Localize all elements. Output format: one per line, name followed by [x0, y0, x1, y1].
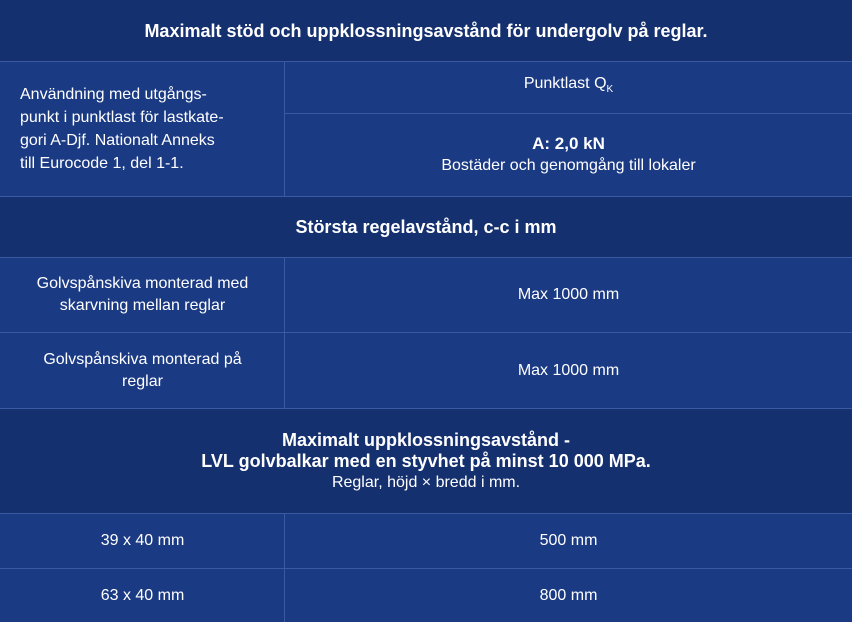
lvl-row-value: 500 mm	[539, 532, 598, 549]
divider	[284, 62, 285, 196]
lvl-title-row	[0, 409, 852, 513]
load-label: Punktlast $Q_K$	[523, 75, 614, 96]
lvl-row-size: 39 x 40 mm	[100, 532, 185, 549]
load-value: A: 2,0 kN	[532, 134, 605, 153]
usage-line: Användning med utgångs-	[20, 86, 207, 103]
table-title: Maximalt stöd och uppklossningsavstånd för undergolv på reglar.	[144, 20, 708, 41]
divider	[284, 514, 285, 622]
lvl-subtitle: Reglar, höjd × bredd i mm.	[331, 474, 521, 491]
lvl-title: Maximalt uppklossningsavstånd -	[281, 430, 571, 450]
spacing-row-label: Golvspånskiva monterad med skarvning mellan reglar	[36, 275, 249, 314]
lvl-row-size: 63 x 40 mm	[100, 586, 185, 604]
usage-line: till Eurocode 1, del 1-1.	[20, 155, 184, 172]
spacing-row-value: Max 1000 mm	[517, 361, 620, 379]
usage-description	[0, 62, 285, 196]
divider	[284, 258, 285, 408]
spacing-row-value: Max 1000 mm	[517, 286, 620, 303]
load-value-cell	[285, 114, 852, 196]
lvl-row-value: 800 mm	[539, 586, 598, 604]
load-subscript: K	[606, 84, 614, 96]
spacing-title-row	[0, 197, 852, 257]
spacing-title: Största regelavstånd, c-c i mm	[295, 216, 557, 237]
load-description: Bostäder och genomgång till lokaler	[441, 157, 696, 174]
usage-line: gori A-Djf. Nationalt Anneks	[20, 132, 215, 149]
lvl-title: LVL golvbalkar med en styvhet på minst 10 000 MPa.	[201, 451, 651, 471]
spacing-row-label: Golvspånskiva monterad på reglar	[43, 350, 242, 390]
load-label-cell	[285, 62, 852, 113]
table-title-row	[0, 0, 852, 62]
usage-line: punkt i punktlast för lastkate-	[20, 109, 224, 126]
